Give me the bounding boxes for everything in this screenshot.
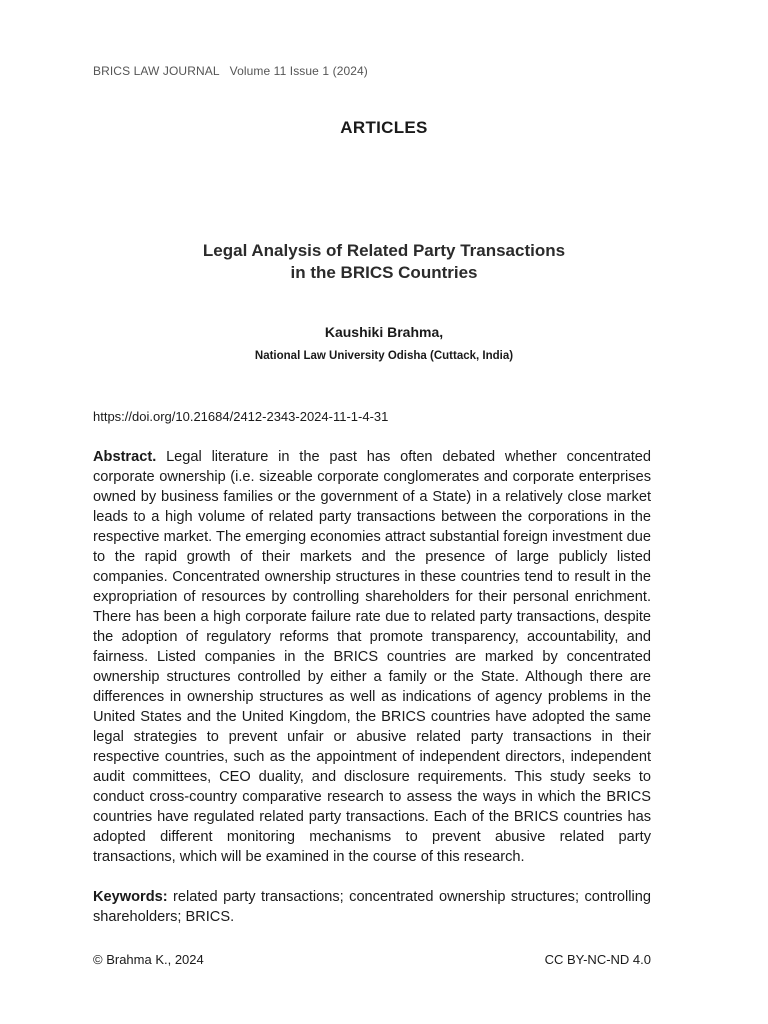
copyright-notice: © Brahma K., 2024 — [93, 952, 204, 967]
abstract-paragraph — [93, 447, 651, 867]
journal-name: BRICS LAW JOURNAL — [93, 64, 220, 78]
article-title-line-1: Legal Analysis of Related Party Transactions — [202, 241, 566, 260]
author-affiliation: National Law University Odisha (Cuttack, India) — [254, 350, 514, 362]
article-title-line-2: in the BRICS Countries — [290, 263, 478, 282]
keywords-paragraph — [93, 887, 651, 927]
abstract-label: Abstract. — [93, 449, 157, 465]
keywords-label: Keywords: — [93, 889, 168, 905]
abstract-text: Legal literature in the past has often debated whether concentrated corporate ownership (i.e. sizeable corporate conglomerates and corporate enterprises owned by business families or the government of a State) in a relatively close market leads to a high volume of related party transactions between the corporations in the respective market. The emerging economies attract substantial foreign investment due to the rapid growth of their markets and the presence of large publicly listed companies. Concentrated ownership structures in these countries tend to result in the expropriation of resources by controlling shareholders for their personal enrichment. There has been a high corporate failure rate due to related party transactions, despite the adoption of regulatory reforms that promote transparency, accountability, and fairness. Listed companies in the BRICS countries are marked by concentrated ownership structures controlled by either a family or the State. Although there are differences in ownership structures as well as indications of agency problems in the United States and the United Kingdom, the BRICS countries have adopted the same legal strategies to prevent unfair or abusive related party transactions in their respective countries, such as the appointment of independent directors, independent audit committees, CEO duality, and disclosure requirements. This study seeks to conduct cross-country comparative research to assess the ways in which the BRICS countries have regulated related party transactions. Each of the BRICS countries has adopted different monitoring mechanisms to prevent abusive related party transactions, which will be examined in the course of this research. — [93, 449, 651, 865]
doi-link[interactable]: https://doi.org/10.21684/2412-2343-2024-11-1-4-31 — [93, 409, 389, 424]
article-title — [120, 240, 648, 284]
author-name: Kaushiki Brahma, — [324, 324, 444, 340]
journal-issue: Volume 11 Issue 1 (2024) — [229, 64, 368, 78]
license-notice: CC BY-NC-ND 4.0 — [544, 952, 651, 967]
section-label: ARTICLES — [340, 118, 428, 137]
running-header — [93, 64, 368, 78]
keywords-text: related party transactions; concentrated ownership structures; controlling shareholders; BRICS. — [93, 889, 651, 925]
